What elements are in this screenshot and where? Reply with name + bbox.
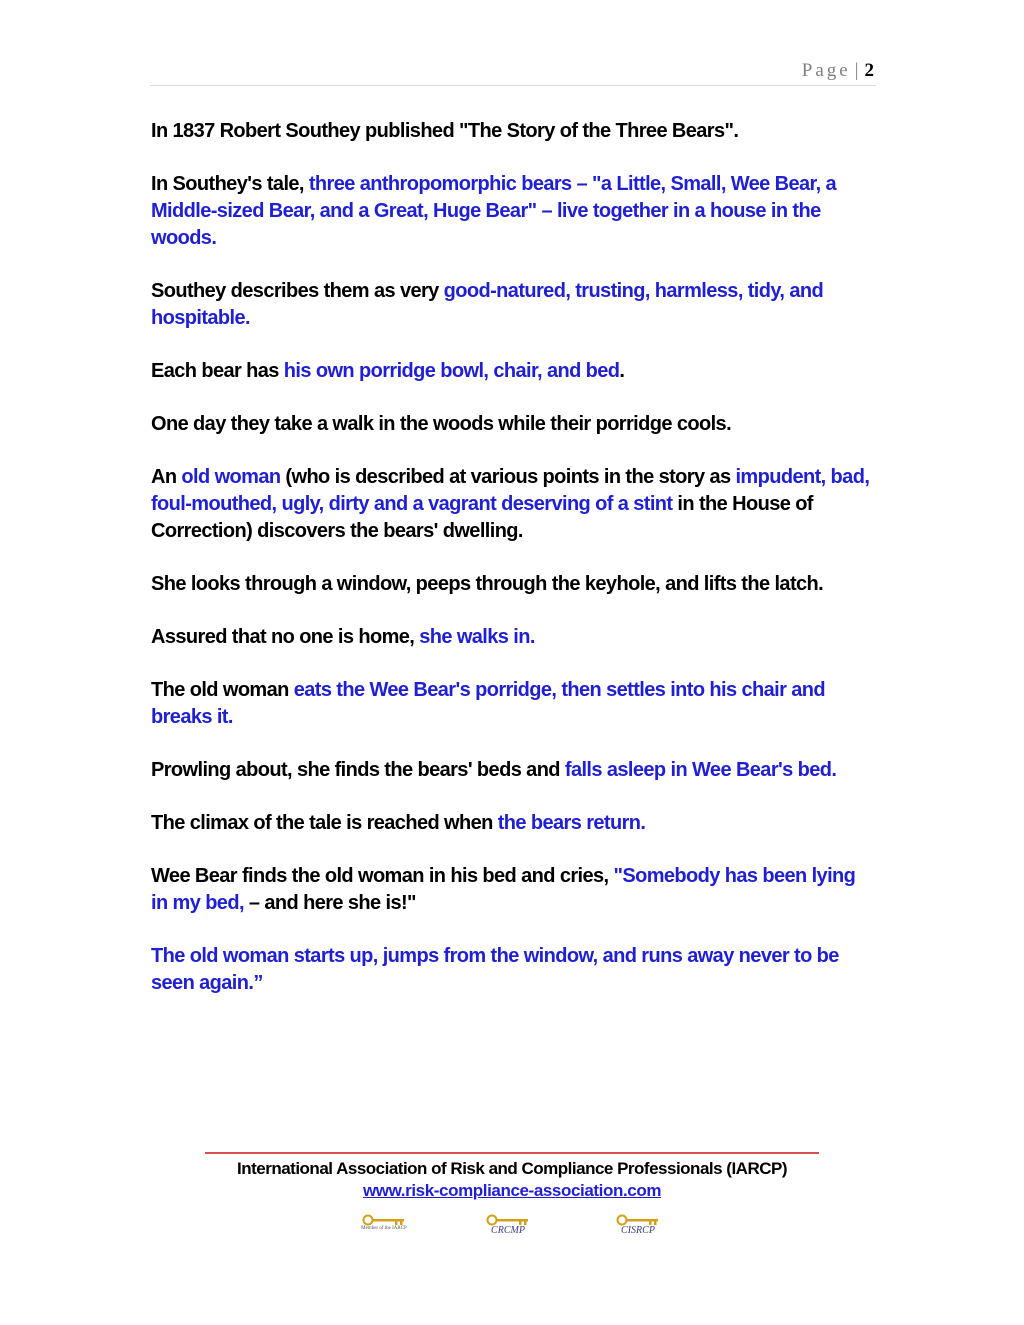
logo-crcmp — [482, 1212, 534, 1240]
header-rule — [150, 85, 876, 86]
body-text: (who is described at various points in the story as — [280, 466, 736, 488]
paragraph — [151, 757, 871, 784]
body-text: The climax of the tale is reached when — [151, 812, 498, 834]
body-text: Prowling about, she finds the bears' beds and — [151, 759, 565, 781]
body-text: An — [151, 466, 182, 488]
highlighted-text: impudent, bad, foul-mouthed, ugly, dirty and a vagrant deserving of a stint — [151, 466, 870, 515]
paragraph — [151, 863, 871, 917]
page-number: 2 — [864, 60, 874, 81]
highlighted-text: three anthropomorphic bears – "a Little, Small, Wee Bear, a Middle-sized Bear, and a Great, Huge Bear" – live together in a house in the woods. — [151, 173, 837, 249]
footer-organization: International Association of Risk and Compliance Professionals (IARCP) — [236, 1159, 788, 1178]
footer-website-link[interactable]: www.risk-compliance-association.com — [362, 1181, 662, 1200]
footer-logos — [0, 1212, 1024, 1242]
paragraph — [151, 118, 871, 145]
page-separator: | — [854, 60, 859, 81]
highlighted-text: good-natured, trusting, harmless, tidy, and hospitable. — [151, 280, 824, 329]
page-footer — [205, 1152, 819, 1202]
paragraph — [151, 677, 871, 731]
paragraph — [151, 624, 871, 651]
paragraph — [151, 464, 871, 545]
body-text: – and here she is!" — [243, 892, 416, 914]
paragraph — [151, 943, 871, 997]
highlighted-text: The old woman starts up, jumps from the window, and runs away never to be seen again.” — [151, 945, 839, 994]
body-text: Each bear has — [151, 360, 284, 382]
body-text: Southey describes them as very — [151, 280, 444, 302]
paragraph — [151, 571, 871, 598]
highlighted-text: the bears return. — [497, 812, 646, 834]
logo-cisrcp-caption: CISRCP — [621, 1225, 655, 1236]
logo-member-caption: Member of the IARCP — [361, 1226, 407, 1231]
body-text: Assured that no one is home, — [151, 626, 420, 648]
highlighted-text: she walks in. — [419, 626, 535, 648]
body-text: In Southey's tale, — [151, 173, 309, 195]
paragraph — [151, 411, 871, 438]
body-text: One day they take a walk in the woods while their porridge cools. — [151, 413, 732, 435]
page-indicator — [802, 60, 874, 82]
body-text: in the House of Correction) discovers the bears' dwelling. — [151, 493, 813, 542]
logo-member — [358, 1212, 410, 1240]
logo-crcmp-caption: CRCMP — [491, 1225, 525, 1236]
body-text: In 1837 Robert Southey published "The Story of the Three Bears". — [151, 120, 739, 142]
body-text: She looks through a window, peeps through the keyhole, and lifts the latch. — [151, 573, 824, 595]
highlighted-text: "Somebody has been lying in my bed, — [151, 865, 856, 914]
paragraph — [151, 358, 871, 385]
footer-rule — [205, 1152, 819, 1154]
highlighted-text: old woman — [181, 466, 281, 488]
highlighted-text: his own porridge bowl, chair, and bed — [283, 360, 620, 382]
highlighted-text: falls asleep in Wee Bear's bed. — [564, 759, 837, 781]
page-label: Page — [801, 60, 851, 81]
body-text: The old woman — [151, 679, 294, 701]
body-text: . — [619, 360, 625, 382]
logo-cisrcp — [612, 1212, 664, 1240]
paragraph — [151, 278, 871, 332]
page-header — [150, 58, 876, 86]
key-icon — [362, 1214, 406, 1226]
body-text: Wee Bear finds the old woman in his bed and cries, — [151, 865, 614, 887]
body-content — [151, 118, 871, 1023]
highlighted-text: eats the Wee Bear's porridge, then settles into his chair and breaks it. — [151, 679, 825, 728]
paragraph — [151, 810, 871, 837]
paragraph — [151, 171, 871, 252]
